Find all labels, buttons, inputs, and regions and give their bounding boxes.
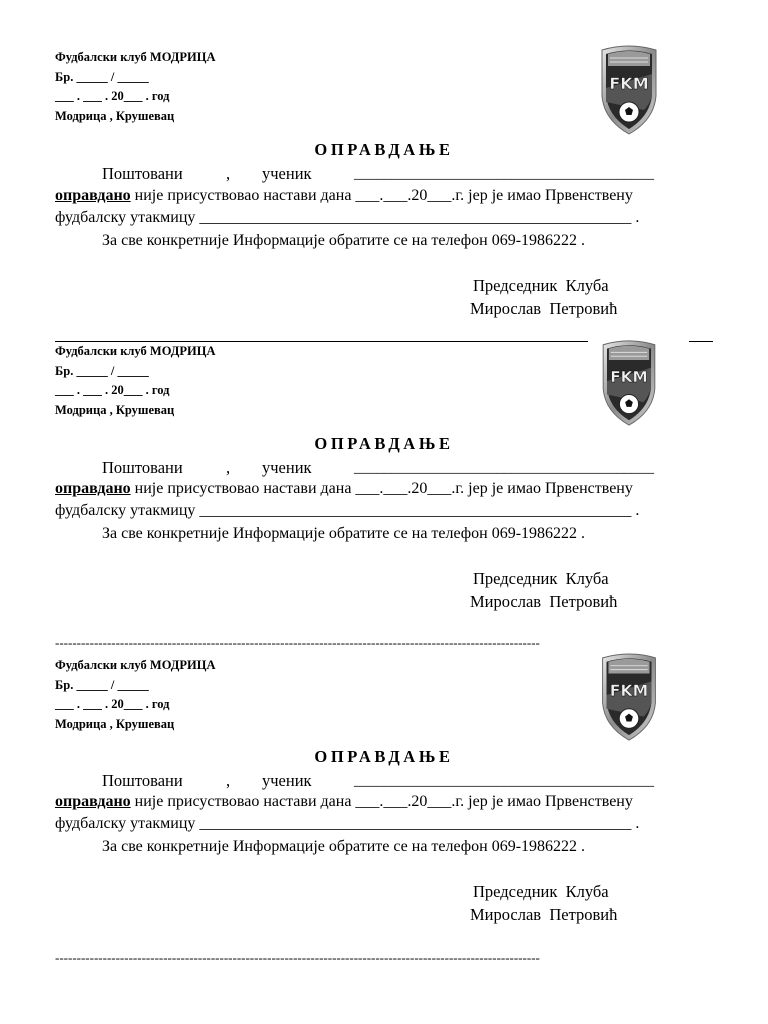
club-name: Фудбалски клуб МОДРИЦА	[55, 50, 216, 64]
signature-role: Председник Клуба	[473, 276, 609, 295]
match-line: фудбалску утакмицу ______________________________________________________ .	[55, 815, 640, 832]
absence-text: није присуствовао настави дана ___.___.20___.г. јер је имао Првенствену	[130, 793, 633, 810]
excuse-slip-3	[0, 656, 768, 965]
excuse-slip-1	[0, 48, 768, 348]
absence-text: није присуствовао настави дана ___.___.20___.г. јер је имао Првенствену	[130, 187, 633, 204]
excuse-slip-2	[0, 342, 768, 650]
student-name-blank: ________________________________________	[354, 460, 654, 476]
signature-name: Мирослав Петровић	[470, 299, 618, 318]
cut-line: ----------------------------------------------------------------------------------------------------------------	[55, 950, 540, 965]
greeting-comma: ,	[226, 164, 231, 183]
contact-line: За све конкретније Информације обратите се на телефон 069-1986222 .	[102, 838, 586, 855]
document-date: ___ . ___ . 20___ . год	[55, 89, 170, 103]
slip-header	[55, 656, 216, 734]
signature-role: Председник Клуба	[473, 882, 609, 901]
signature-role: Председник Клуба	[473, 569, 609, 588]
absence-line	[55, 792, 633, 812]
crest-lettering: FKM	[610, 368, 648, 387]
signature-name: Мирослав Петровић	[470, 592, 618, 611]
cut-line: ----------------------------------------------------------------------------------------------------------------	[55, 635, 540, 650]
absence-line	[55, 479, 633, 499]
document-date: ___ . ___ . 20___ . год	[55, 697, 170, 711]
excused-label: оправдано	[55, 187, 131, 204]
document-place: Модрица , Крушевац	[55, 108, 175, 123]
club-name: Фудбалски клуб МОДРИЦА	[55, 344, 216, 358]
student-name-blank: ________________________________________	[354, 166, 654, 182]
club-crest-icon	[596, 339, 662, 427]
contact-line: За све конкретније Информације обратите се на телефон 069-1986222 .	[102, 232, 586, 249]
slip-header	[55, 342, 216, 420]
club-name: Фудбалски клуб МОДРИЦА	[55, 658, 216, 672]
student-label: ученик	[262, 164, 312, 183]
excused-label: оправдано	[55, 480, 131, 497]
slip-title: ОПРАВДАЊЕ	[314, 747, 454, 766]
student-label: ученик	[262, 771, 312, 790]
document-date: ___ . ___ . 20___ . год	[55, 383, 170, 397]
slip-title: ОПРАВДАЊЕ	[314, 434, 454, 453]
excused-label: оправдано	[55, 793, 131, 810]
student-name-blank: ________________________________________	[354, 773, 654, 789]
match-line: фудбалску утакмицу ______________________________________________________ .	[55, 209, 640, 226]
slip-header	[55, 48, 216, 126]
document-number: Бр. _____ / _____	[55, 677, 149, 692]
greeting-word: Поштовани	[102, 458, 183, 477]
match-line: фудбалску утакмицу ______________________________________________________ .	[55, 502, 640, 519]
student-label: ученик	[262, 458, 312, 477]
absence-line	[55, 186, 633, 206]
greeting-comma: ,	[226, 771, 231, 790]
greeting-word: Поштовани	[102, 164, 183, 183]
slip-title: ОПРАВДАЊЕ	[314, 140, 454, 159]
document-place: Модрица , Крушевац	[55, 402, 175, 417]
document-place: Модрица , Крушевац	[55, 716, 175, 731]
signature-name: Мирослав Петровић	[470, 905, 618, 924]
greeting-word: Поштовани	[102, 771, 183, 790]
document-number: Бр. _____ / _____	[55, 363, 149, 378]
contact-line: За све конкретније Информације обратите се на телефон 069-1986222 .	[102, 525, 586, 542]
greeting-comma: ,	[226, 458, 231, 477]
absence-text: није присуствовао настави дана ___.___.20___.г. јер је имао Првенствену	[130, 480, 633, 497]
crest-lettering: FKM	[609, 74, 649, 93]
crest-lettering: FKM	[609, 681, 649, 701]
document-number: Бр. _____ / _____	[55, 69, 149, 84]
club-crest-icon	[596, 44, 662, 136]
club-crest-icon	[596, 652, 662, 742]
